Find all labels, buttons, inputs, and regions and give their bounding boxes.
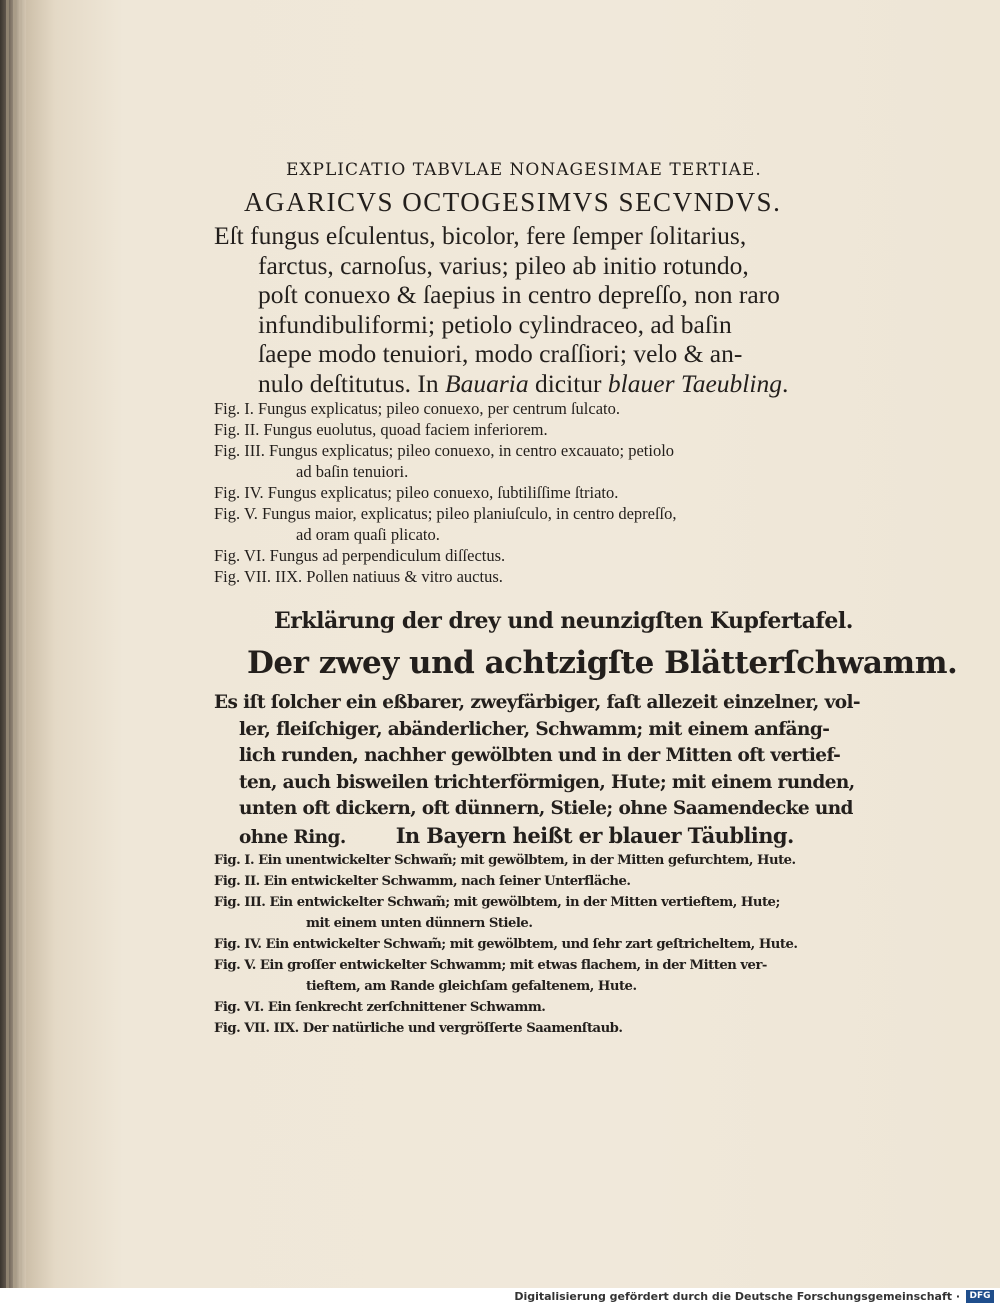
footer-credit: Digitalisierung gefördert durch die Deutsche Forschungsgemeinschaft ·	[514, 1290, 960, 1303]
german-line-2: ler, fleiſchiger, abänderlicher, Schwamm; mit einem anfäng-	[239, 718, 830, 740]
latin-line-6	[214, 369, 828, 399]
latin-line-4: infundibuliformi; petiolo cylindraceo, ad baſin	[258, 309, 732, 339]
latin-last-end: .	[781, 368, 789, 398]
page-edge	[13, 0, 16, 1288]
latin-last-start: nulo deſtitutus. In	[258, 368, 445, 398]
latin-fig-5: Fig. V. Fungus maior, explicatus; pileo planiuſculo, in centro depreſſo,	[214, 504, 677, 523]
footer-bar	[0, 1288, 1000, 1306]
german-description	[214, 690, 860, 851]
german-figure-list	[214, 850, 797, 1039]
german-line-3: lich runden, nachher gewölbten und in der Mitten oft vertief-	[239, 745, 841, 766]
latin-heading-agaricus: AGARICVS OCTOGESIMVS SECVNDVS.	[244, 187, 782, 217]
latin-fig-2: Fig. II. Fungus euolutus, quoad faciem inferiorem.	[214, 420, 548, 439]
german-fig-2: Fig. II. Ein entwickelter Schwamm, nach ſeiner Unterfläche.	[214, 874, 631, 889]
german-fig-1: Fig. I. Ein unentwickelter Schwam̃; mit gewölbtem, in der Mitten gefurchtem, Hute.	[214, 853, 796, 868]
latin-fig-6: Fig. VI. Fungus ad perpendiculum diſſectus.	[214, 546, 506, 565]
latin-fig-3: Fig. III. Fungus explicatus; pileo conuexo, in centro excauato; petiolo	[214, 441, 675, 460]
latin-line-1: Eſt fungus eſculentus, bicolor, fere ſemper ſolitarius,	[214, 221, 747, 250]
dfg-logo: DFG	[966, 1290, 994, 1303]
latin-description	[214, 221, 828, 398]
page-edge	[6, 0, 9, 1288]
latin-line-2: farctus, carnoſus, varius; pileo ab initio rotundo,	[258, 250, 749, 280]
german-heading-erklaerung: Erklärung der drey und neunzigſten Kupfertafel.	[274, 608, 853, 634]
german-line-1: Es iſt ſolcher ein eßbarer, zweyfärbiger, faſt allezeit einzelner, vol-	[214, 692, 861, 713]
latin-fig-1: Fig. I. Fungus explicatus; pileo conuexo, per centrum ſulcato.	[214, 399, 620, 418]
german-line-4: ten, auch bisweilen trichterförmigen, Hute; mit einem runden,	[239, 771, 855, 793]
german-fig-7: Fig. VII. IIX. Der natürliche und vergröſſerte Saamenſtaub.	[214, 1021, 623, 1036]
german-fig-3-cont: mit einem unten dünnern Stiele.	[306, 916, 533, 931]
german-fig-4: Fig. IV. Ein entwickelter Schwam̃; mit gewölbtem, und ſehr zart geſtricheltem, Hute.	[214, 937, 798, 952]
german-fig-5: Fig. V. Ein groſſer entwickelter Schwamm; mit etwas flachem, in der Mitten ver-	[214, 958, 767, 973]
german-last-start: ohne Ring.	[239, 826, 346, 848]
latin-line-3: poſt conuexo & ſaepius in centro depreſſo, non raro	[258, 280, 780, 309]
latin-line-5: ſaepe modo tenuiori, modo craſſiori; velo & an-	[258, 339, 743, 368]
german-line-6	[214, 823, 860, 852]
latin-fig-4: Fig. IV. Fungus explicatus; pileo conuexo, ſubtiliſſime ſtriato.	[214, 483, 619, 502]
latin-common-name: blauer Taeubling	[607, 368, 782, 398]
german-line-5: unten oft dickern, oft dünnern, Stiele; ohne Saamendecke und	[239, 798, 853, 819]
latin-place-name: Bauaria	[445, 368, 529, 398]
german-last-end: In Bayern heißt er blauer Täubling.	[395, 822, 794, 848]
german-fig-3: Fig. III. Ein entwickelter Schwam̃; mit gewölbtem, in der Mitten vertieftem, Hute;	[214, 895, 780, 910]
german-fig-5-cont: tieftem, am Rande gleichſam gefaltenem, Hute.	[306, 979, 637, 994]
latin-figure-list	[214, 398, 677, 587]
latin-fig-7: Fig. VII. IIX. Pollen natiuus & vitro auctus.	[214, 567, 503, 586]
latin-last-mid: dicitur	[528, 368, 608, 398]
german-fig-6: Fig. VI. Ein ſenkrecht zerſchnittener Schwamm.	[214, 1000, 546, 1015]
latin-fig-5-cont: ad oram quaſi plicato.	[296, 525, 440, 544]
latin-fig-3-cont: ad baſin tenuiori.	[296, 462, 409, 481]
latin-heading-explicatio: EXPLICATIO TABVLAE NONAGESIMAE TERTIAE.	[286, 160, 762, 180]
german-heading-blaetterschwamm: Der zwey und achtzigſte Blätterſchwamm.	[247, 645, 958, 681]
page-edge	[19, 0, 22, 1288]
